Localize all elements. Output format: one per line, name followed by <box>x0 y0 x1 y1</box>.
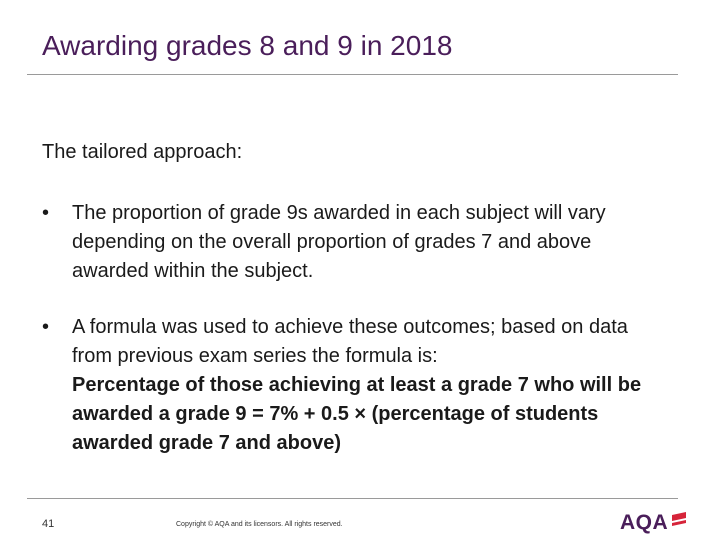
bullet-marker: • <box>42 202 50 224</box>
title-divider <box>27 74 678 75</box>
aqa-logo <box>620 511 687 535</box>
bullet-list <box>42 199 672 458</box>
page-number: 41 <box>42 518 55 530</box>
intro-text: The tailored approach: <box>42 141 243 163</box>
copyright-notice: Copyright © AQA and its licensors. All rights reserved. <box>176 521 343 528</box>
bullet-text: The proportion of grade 9s awarded in each subject will vary depending on the overall proportion of grades 7 and above awarded within the subject. <box>72 202 606 282</box>
slide-title: Awarding grades 8 and 9 in 2018 <box>42 30 453 61</box>
logo-text: AQA <box>620 511 669 534</box>
bullet-marker: • <box>42 316 50 338</box>
bullet-item <box>42 313 672 458</box>
footer-divider <box>27 498 678 499</box>
logo-flag-icon <box>671 511 687 531</box>
bullet-text: A formula was used to achieve these outcomes; based on data from previous exam series the formula is: <box>72 316 628 367</box>
bullet-item <box>42 199 672 286</box>
slide-content <box>42 138 672 458</box>
formula-text: Percentage of those achieving at least a grade 7 who will be awarded a grade 9 = 7% + 0.5 × (percentage of students awarded grade 7 and above) <box>72 374 642 454</box>
